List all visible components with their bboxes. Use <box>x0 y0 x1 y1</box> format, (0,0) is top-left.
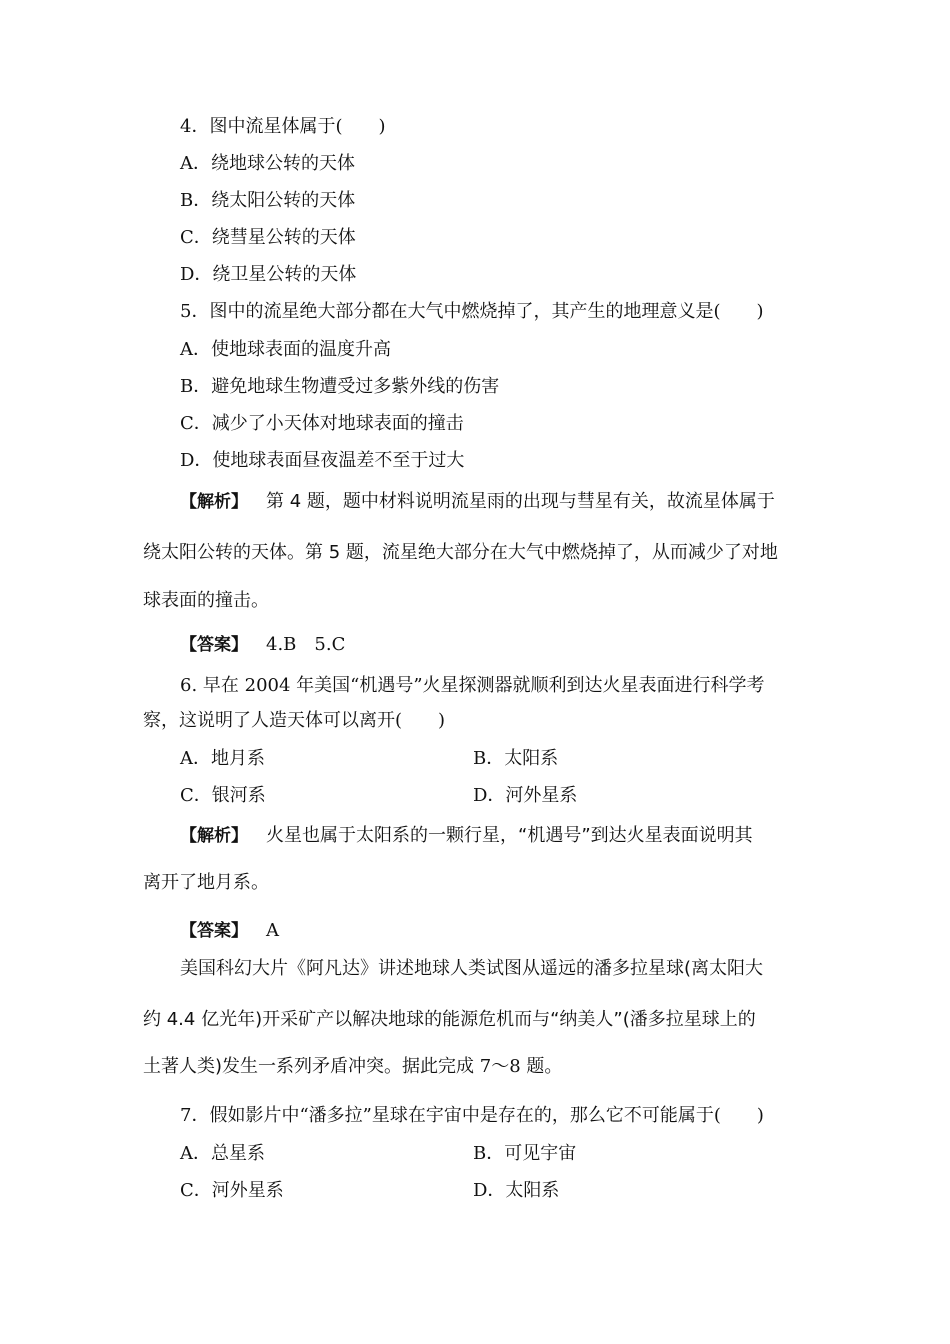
q7-stem: 7．假如影片中“潘多拉”星球在宇宙中是存在的，那么它不可能属于( ) <box>180 1105 764 1126</box>
answer-tag: 【答案】 <box>180 921 248 941</box>
q5-option-c: C．减少了小天体对地球表面的撞击 <box>180 413 464 434</box>
analysis-45-line3: 球表面的撞击。 <box>143 590 269 611</box>
q6-option-a: A．地月系 <box>180 748 265 769</box>
q5-stem: 5．图中的流星绝大部分都在大气中燃烧掉了，其产生的地理意义是( ) <box>180 301 764 322</box>
q5-option-a: A．使地球表面的温度升高 <box>180 339 391 360</box>
analysis-tag: 【解析】 <box>180 492 248 512</box>
q6-option-b: B．太阳系 <box>473 748 559 769</box>
answer-45 <box>180 633 345 657</box>
q5-option-d: D．使地球表面昼夜温差不至于过大 <box>180 450 465 471</box>
material-line1: 美国科幻大片《阿凡达》讲述地球人类试图从遥远的潘多拉星球(离太阳大 <box>180 958 764 979</box>
material-line3 <box>143 1055 562 1079</box>
q4-option-b: B．绕太阳公转的天体 <box>180 190 356 211</box>
material-line3-a: 土著人类)发生一系列矛盾冲突。 <box>143 1056 403 1077</box>
q7-option-c: C．河外星系 <box>180 1180 284 1201</box>
q4-option-a: A．绕地球公转的天体 <box>180 153 355 174</box>
analysis-6-line1 <box>180 824 753 848</box>
q7-option-a: A．总星系 <box>180 1143 265 1164</box>
analysis-tag: 【解析】 <box>180 826 248 846</box>
material-line3-b: 据此完成 7～8 题。 <box>402 1056 563 1077</box>
answer-text: 4.B 5.C <box>266 634 346 655</box>
q5-option-b: B．避免地球生物遭受过多紫外线的伤害 <box>180 376 500 397</box>
q7-option-d: D．太阳系 <box>473 1180 560 1201</box>
answer-tag: 【答案】 <box>180 635 248 655</box>
material-line2: 约 4.4 亿光年)开采矿产以解决地球的能源危机而与“纳美人”(潘多拉星球上的 <box>143 1009 756 1030</box>
q7-option-b: B．可见宇宙 <box>473 1143 577 1164</box>
q6-option-d: D．河外星系 <box>473 785 578 806</box>
analysis-6-line2: 离开了地月系。 <box>143 872 269 893</box>
q6-stem-line1: 6. 早在 2004 年美国“机遇号”火星探测器就顺利到达火星表面进行科学考 <box>180 675 765 696</box>
q4-option-d: D．绕卫星公转的天体 <box>180 264 357 285</box>
q6-stem-line2: 察，这说明了人造天体可以离开( ) <box>143 710 446 731</box>
analysis-45-line1 <box>180 490 775 514</box>
answer-6 <box>180 919 279 943</box>
analysis-text: 第 4 题，题中材料说明流星雨的出现与彗星有关，故流星体属于 <box>266 491 775 512</box>
q6-option-c: C．银河系 <box>180 785 266 806</box>
q4-stem: 4．图中流星体属于( ) <box>180 116 386 137</box>
analysis-45-line2: 绕太阳公转的天体。第 5 题，流星绝大部分在大气中燃烧掉了，从而减少了对地 <box>143 542 778 563</box>
q4-option-c: C．绕彗星公转的天体 <box>180 227 356 248</box>
answer-text: A <box>266 920 279 941</box>
analysis-text: 火星也属于太阳系的一颗行星，“机遇号”到达火星表面说明其 <box>266 825 753 846</box>
